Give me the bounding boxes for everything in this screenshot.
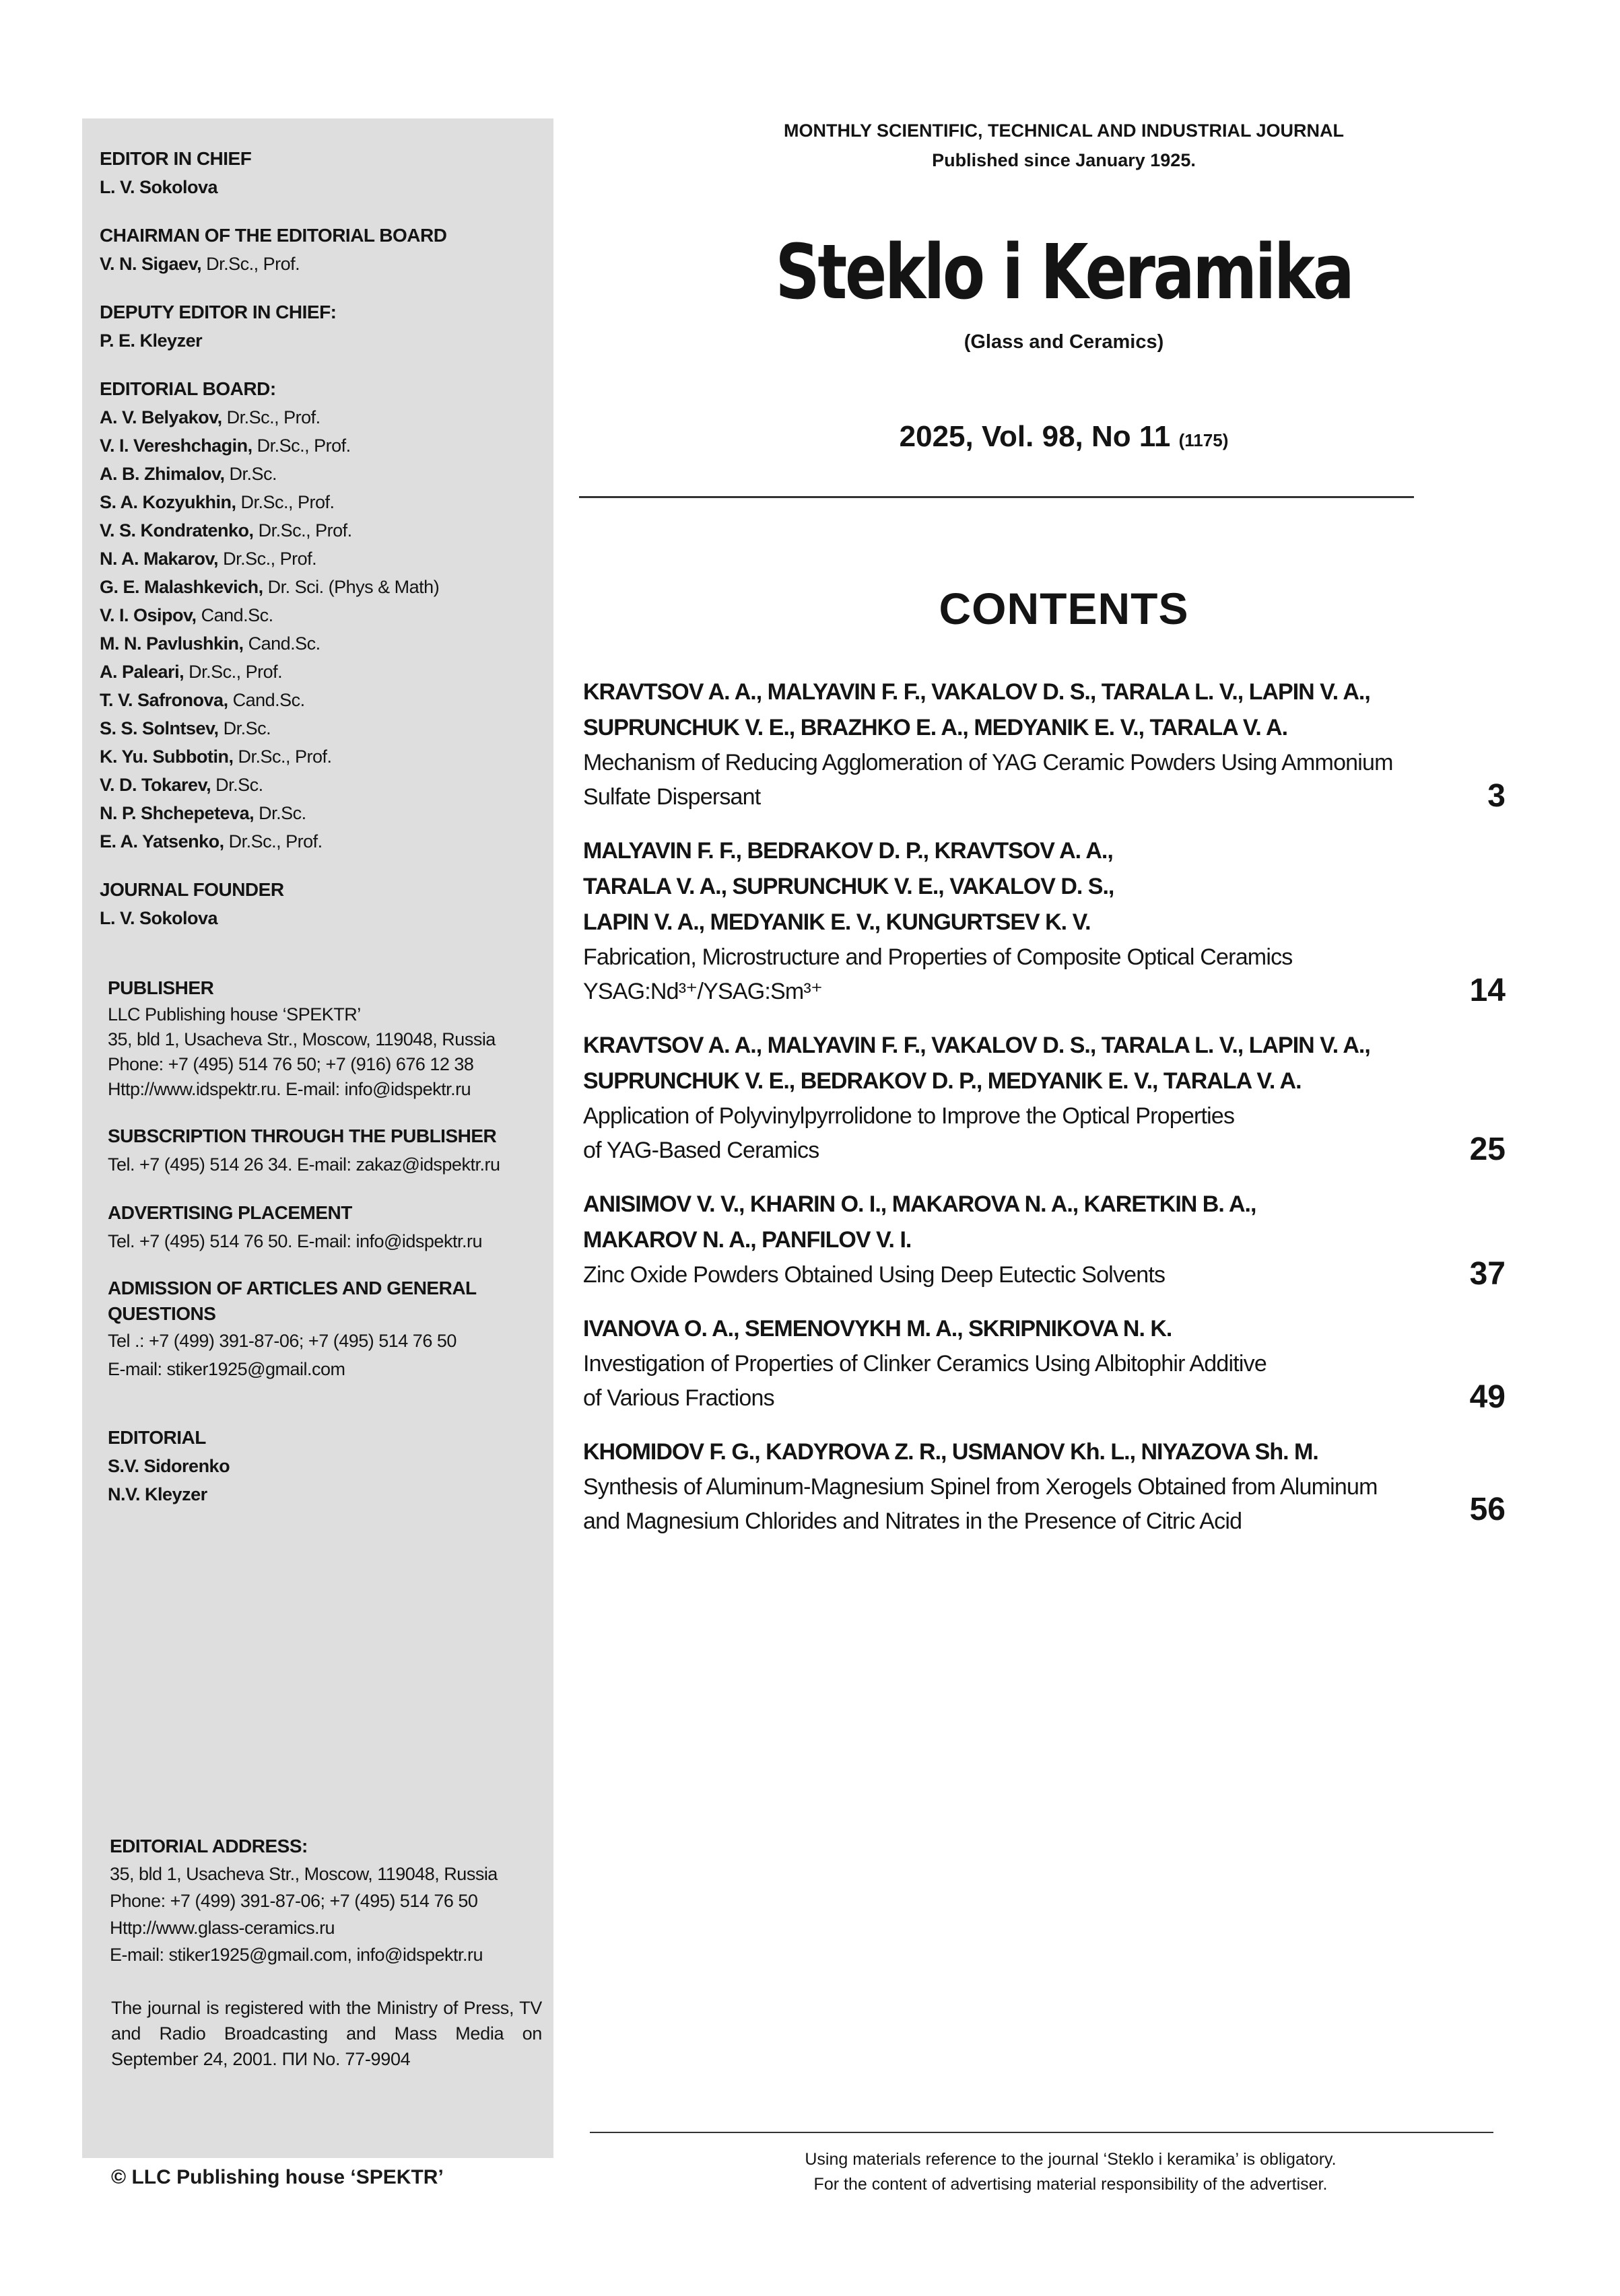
person-name: A. B. Zhimalov, <box>100 464 225 484</box>
editorial-credits <box>100 145 544 1529</box>
section-heading: EDITORIAL ADDRESS: <box>110 1836 308 1856</box>
editorial-staff-block <box>108 1424 544 1508</box>
entry-authors: IVANOVA O. A., SEMENOVYKH M. A., SKRIPNIKOVA N. K. <box>583 1316 1172 1342</box>
toc-entry[interactable] <box>583 833 1506 1009</box>
person-name: T. V. Safronova, <box>100 690 228 710</box>
person-title: Dr. Sci. (Phys & Math) <box>263 577 440 597</box>
section-heading: PUBLISHER <box>108 977 214 998</box>
person-title: Dr.Sc. <box>224 464 277 484</box>
deputy-editor-block <box>100 298 544 355</box>
person-name: L. V. Sokolova <box>100 177 218 197</box>
publisher-line: Phone: +7 (495) 514 76 50; +7 (916) 676 12 38 <box>108 1054 474 1074</box>
section-heading: DEPUTY EDITOR IN CHIEF: <box>100 302 337 322</box>
person-name: E. A. Yatsenko, <box>100 831 224 851</box>
publisher-line: LLC Publishing house ‘SPEKTR’ <box>108 1004 361 1024</box>
person-name: P. E. Kleyzer <box>100 331 203 351</box>
person-name: N. P. Shchepeteva, <box>100 803 255 823</box>
person-name: G. E. Malashkevich, <box>100 577 263 597</box>
editorial-address <box>110 1832 541 1968</box>
entry-authors: MALYAVIN F. F., BEDRAKOV D. P., KRAVTSOV A. A., <box>583 838 1113 864</box>
entry-title: Mechanism of Reducing Agglomeration of YAG Ceramic Powders Using Ammonium <box>583 750 1393 775</box>
publisher-line: 35, bld 1, Usacheva Str., Moscow, 119048, Russia <box>108 1029 496 1049</box>
section-heading: QUESTIONS <box>108 1303 216 1324</box>
entry-authors: ANISIMOV V. V., KHARIN O. I., MAKAROVA N. A., KARETKIN B. A., <box>583 1191 1256 1217</box>
board-member <box>100 799 544 827</box>
entry-title: YSAG:Nd³⁺/YSAG:Sm³⁺ <box>583 979 823 1004</box>
toc-entry[interactable] <box>583 1028 1506 1168</box>
person-title: Cand.Sc. <box>196 605 273 625</box>
board-member <box>100 516 544 545</box>
issue-number: (1175) <box>1178 430 1229 450</box>
footer-divider <box>590 2132 1493 2133</box>
entry-page-number: 49 <box>1469 1379 1506 1415</box>
entry-title: Synthesis of Aluminum-Magnesium Spinel from Xerogels Obtained from Aluminum <box>583 1474 1378 1500</box>
entry-title: Zinc Oxide Powders Obtained Using Deep Eutectic Solvents <box>583 1262 1166 1288</box>
entry-title: Fabrication, Microstructure and Properties of Composite Optical Ceramics <box>583 944 1293 970</box>
advertising-block <box>108 1199 544 1255</box>
entry-page-number: 3 <box>1487 778 1506 814</box>
person-name: S. S. Solntsev, <box>100 718 219 738</box>
entry-title: and Magnesium Chlorides and Nitrates in the Presence of Citric Acid <box>583 1508 1242 1534</box>
person-name: N.V. Kleyzer <box>108 1484 207 1504</box>
person-name: K. Yu. Subbotin, <box>100 746 234 767</box>
person-title: Dr.Sc., Prof. <box>222 407 320 427</box>
person-title: Dr.Sc., Prof. <box>236 492 335 512</box>
publisher-line: Http://www.idspektr.ru. E-mail: info@idspektr.ru <box>108 1079 471 1099</box>
board-member <box>100 629 544 658</box>
entry-title: of Various Fractions <box>583 1385 774 1411</box>
person-name: V. I. Vereshchagin, <box>100 436 252 456</box>
board-member <box>100 488 544 516</box>
board-member <box>100 686 544 714</box>
contact-line: Tel. +7 (495) 514 76 50. E-mail: info@idspektr.ru <box>108 1231 482 1251</box>
section-heading: CHAIRMAN OF THE EDITORIAL BOARD <box>100 225 447 246</box>
footer-notice <box>673 2147 1468 2197</box>
entry-authors: TARALA V. A., SUPRUNCHUK V. E., VAKALOV D. S., <box>583 874 1114 899</box>
contact-line: E-mail: stiker1925@gmail.com <box>108 1359 345 1379</box>
person-name: V. I. Osipov, <box>100 605 197 625</box>
chairman-block <box>100 221 544 278</box>
masthead-line: Published since January 1925. <box>932 150 1196 170</box>
contact-line: Tel. +7 (495) 514 26 34. E-mail: zakaz@idspektr.ru <box>108 1154 500 1175</box>
section-heading: ADVERTISING PLACEMENT <box>108 1202 352 1223</box>
journal-title: Steklo i Keramika <box>775 229 1353 316</box>
admission-block <box>108 1276 544 1383</box>
person-name: S.V. Sidorenko <box>108 1456 230 1476</box>
section-heading: SUBSCRIPTION THROUGH THE PUBLISHER <box>108 1125 497 1146</box>
person-title: Dr.Sc., Prof. <box>253 520 352 541</box>
toc-entry[interactable] <box>583 1311 1506 1416</box>
board-member <box>100 403 544 431</box>
person-title: Dr.Sc., Prof. <box>184 662 283 682</box>
board-member <box>100 431 544 460</box>
entry-authors: SUPRUNCHUK V. E., BEDRAKOV D. P., MEDYANIK E. V., TARALA V. A. <box>583 1068 1302 1094</box>
board-member <box>100 742 544 771</box>
issue-info <box>673 420 1454 454</box>
entry-authors: LAPIN V. A., MEDYANIK E. V., KUNGURTSEV K. V. <box>583 909 1091 935</box>
entry-authors: KRAVTSOV A. A., MALYAVIN F. F., VAKALOV D. S., TARALA L. V., LAPIN V. A., <box>583 1033 1370 1058</box>
table-of-contents <box>583 674 1506 1558</box>
person-name: V. S. Kondratenko, <box>100 520 254 541</box>
person-title: Cand.Sc. <box>243 633 320 654</box>
board-member <box>100 771 544 799</box>
board-member <box>100 460 544 488</box>
entry-page-number: 25 <box>1469 1132 1506 1167</box>
entry-page-number: 37 <box>1469 1256 1506 1292</box>
copyright-notice: © LLC Publishing house ‘SPEKTR’ <box>111 2166 444 2188</box>
editor-in-chief-block <box>100 145 544 201</box>
publisher-block <box>108 974 544 1102</box>
section-heading: EDITOR IN CHIEF <box>100 148 252 169</box>
person-title: Dr.Sc. <box>254 803 306 823</box>
masthead <box>673 116 1454 175</box>
person-name: A. Paleari, <box>100 662 184 682</box>
person-name: L. V. Sokolova <box>100 908 218 928</box>
masthead-line: MONTHLY SCIENTIFIC, TECHNICAL AND INDUSTRIAL JOURNAL <box>783 120 1345 141</box>
board-member <box>100 827 544 856</box>
footer-line: For the content of advertising material responsibility of the advertiser. <box>813 2175 1328 2194</box>
person-title: Dr.Sc., Prof. <box>233 746 332 767</box>
person-name: V. N. Sigaev, <box>100 254 202 274</box>
section-heading: JOURNAL FOUNDER <box>100 879 284 900</box>
toc-entry[interactable] <box>583 1434 1506 1539</box>
person-name: A. V. Belyakov, <box>100 407 222 427</box>
journal-subtitle: (Glass and Ceramics) <box>964 331 1164 353</box>
header-divider <box>579 496 1414 498</box>
registration-note: The journal is registered with the Ministry of Press, TV and Radio Broadcasting and Mass Media on September 24, 2001. ПИ No. 77-9904 <box>111 1998 542 2069</box>
editorial-board-block <box>100 375 544 856</box>
address-line: Phone: +7 (499) 391-87-06; +7 (495) 514 76 50 <box>110 1891 478 1911</box>
address-line: Http://www.glass-ceramics.ru <box>110 1918 335 1938</box>
board-member <box>100 714 544 742</box>
footer-line: Using materials reference to the journal ‘Steklo i keramika’ is obligatory. <box>805 2150 1337 2169</box>
person-name: S. A. Kozyukhin, <box>100 492 236 512</box>
founder-block <box>100 876 544 932</box>
entry-page-number: 14 <box>1469 973 1506 1008</box>
person-name: M. N. Pavlushkin, <box>100 633 244 654</box>
person-name: V. D. Tokarev, <box>100 775 211 795</box>
subscription-block <box>108 1122 544 1179</box>
toc-entry[interactable] <box>583 1187 1506 1292</box>
entry-page-number: 56 <box>1469 1492 1506 1527</box>
section-heading: EDITORIAL BOARD: <box>100 378 276 399</box>
board-member <box>100 658 544 686</box>
entry-authors: SUPRUNCHUK V. E., BRAZHKO E. A., MEDYANIK E. V., TARALA V. A. <box>583 715 1288 740</box>
entry-authors: MAKAROV N. A., PANFILOV V. I. <box>583 1227 912 1253</box>
person-name: N. A. Makarov, <box>100 549 219 569</box>
contact-line: Tel .: +7 (499) 391-87-06; +7 (495) 514 76 50 <box>108 1331 457 1351</box>
board-member <box>100 545 544 573</box>
section-heading: EDITORIAL <box>108 1427 206 1448</box>
person-title: Dr.Sc., Prof. <box>201 254 300 274</box>
entry-title: Sulfate Dispersant <box>583 784 761 810</box>
person-title: Dr.Sc., Prof. <box>218 549 317 569</box>
person-title: Cand.Sc. <box>228 690 305 710</box>
section-heading: ADMISSION OF ARTICLES AND GENERAL <box>108 1278 477 1298</box>
board-member <box>100 601 544 629</box>
entry-title: Investigation of Properties of Clinker Ceramics Using Albitophir Additive <box>583 1351 1267 1377</box>
entry-title: of YAG-Based Ceramics <box>583 1138 819 1163</box>
entry-authors: KHOMIDOV F. G., KADYROVA Z. R., USMANOV Kh. L., NIYAZOVA Sh. M. <box>583 1439 1318 1465</box>
person-title: Dr.Sc. <box>211 775 263 795</box>
address-line: E-mail: stiker1925@gmail.com, info@idspektr.ru <box>110 1945 483 1965</box>
toc-entry[interactable] <box>583 674 1506 814</box>
board-member <box>100 573 544 601</box>
person-title: Dr.Sc. <box>218 718 271 738</box>
address-line: 35, bld 1, Usacheva Str., Moscow, 119048, Russia <box>110 1864 498 1884</box>
person-title: Dr.Sc., Prof. <box>252 436 351 456</box>
entry-title: Application of Polyvinylpyrrolidone to Improve the Optical Properties <box>583 1103 1235 1129</box>
entry-authors: KRAVTSOV A. A., MALYAVIN F. F., VAKALOV D. S., TARALA L. V., LAPIN V. A., <box>583 679 1370 705</box>
person-title: Dr.Sc., Prof. <box>224 831 323 851</box>
issue-volume: 2025, Vol. 98, No 11 <box>899 420 1171 453</box>
contents-heading: CONTENTS <box>939 584 1189 633</box>
